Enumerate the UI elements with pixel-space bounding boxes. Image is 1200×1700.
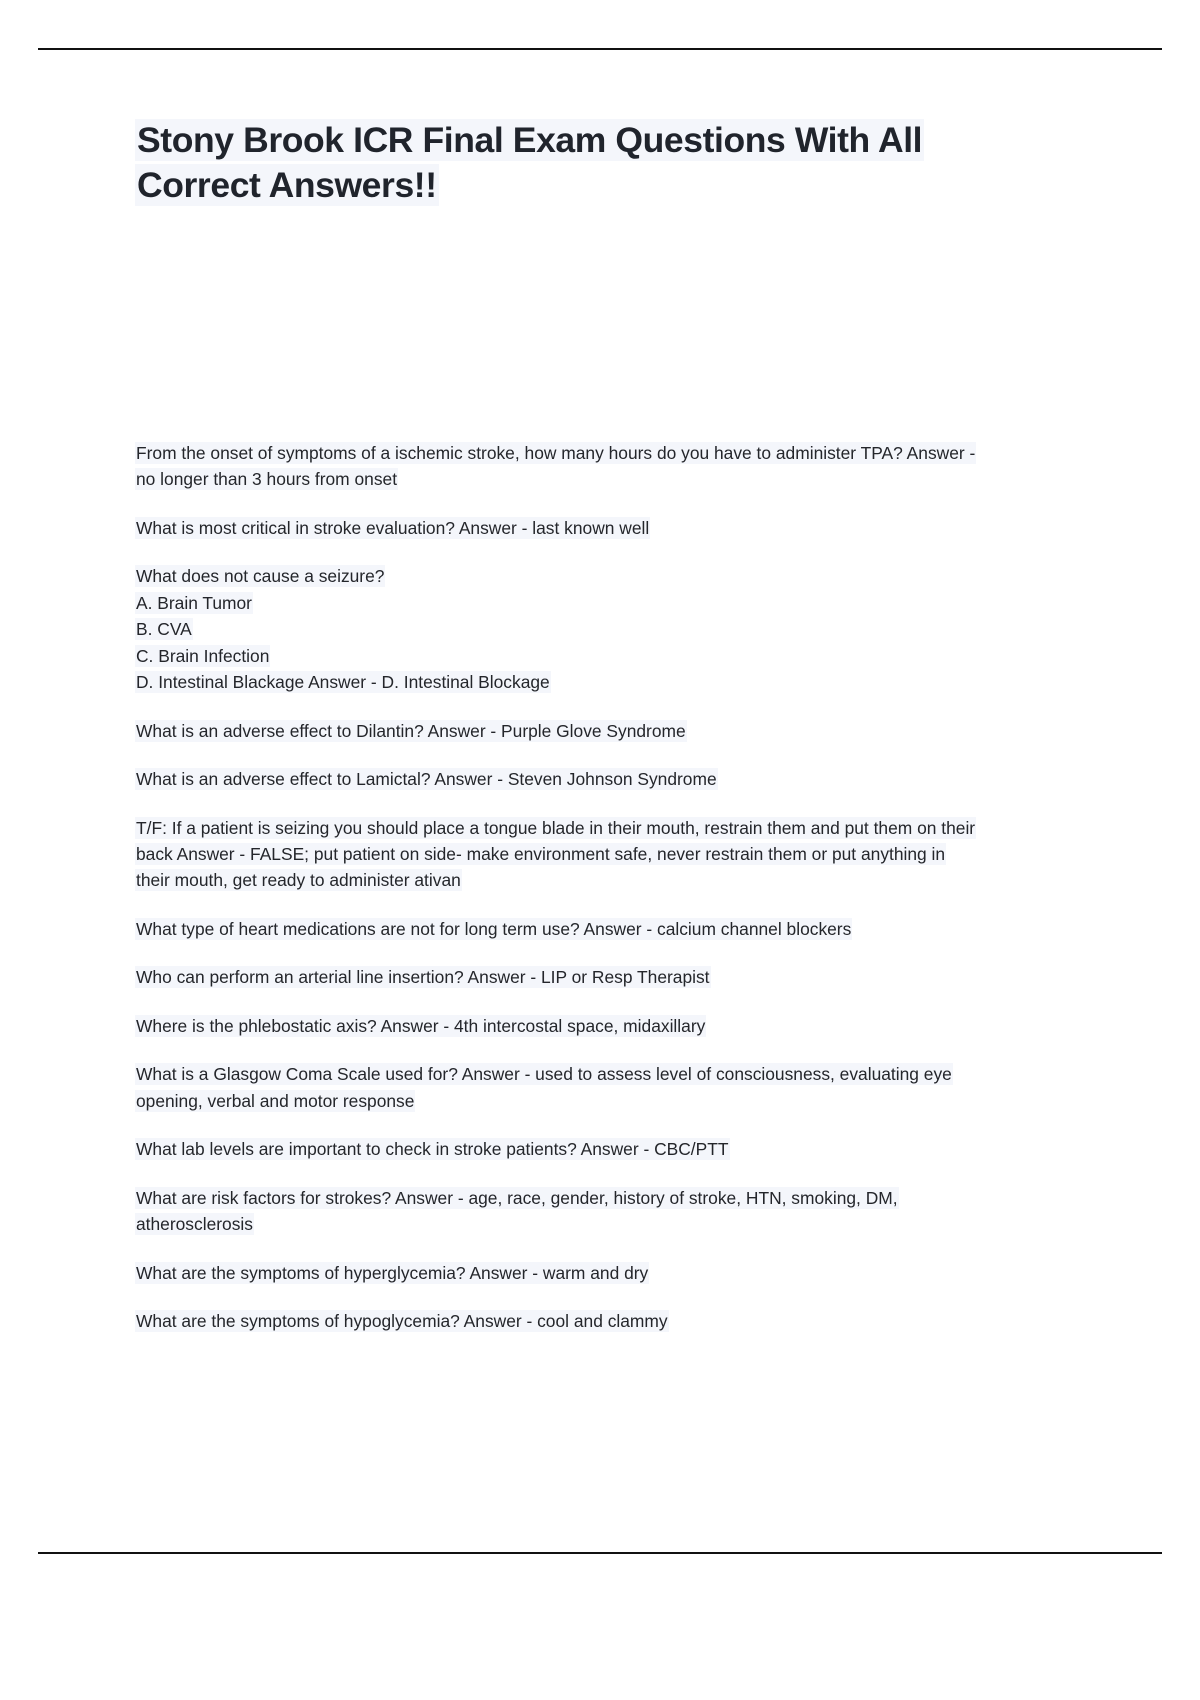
qa-text: Where is the phlebostatic axis? Answer - 4th intercostal space, midaxillary [136,1015,706,1036]
qa-line [135,1061,980,1114]
qa-text: What is an adverse effect to Dilantin? Answer - Purple Glove Syndrome [136,720,686,741]
qa-stroke-risk-factors [135,1185,980,1238]
qa-text: What type of heart medications are not for long term use? Answer - calcium channel blockers [136,918,852,939]
bottom-divider [38,1552,1162,1554]
qa-text: What are risk factors for strokes? Answer - age, race, gender, history of stroke, HTN, smoking, DM, atherosclerosis [136,1187,898,1235]
qa-text: What lab levels are important to check in stroke patients? Answer - CBC/PTT [136,1139,729,1160]
qa-text: What are the symptoms of hyperglycemia? Answer - warm and dry [136,1262,649,1283]
qa-text: What is most critical in stroke evaluation? Answer - last known well [136,517,650,538]
qa-line [135,643,980,669]
qa-stroke-labs [135,1136,980,1162]
qa-line [135,964,980,990]
qa-line [135,440,980,493]
qa-phlebostatic-axis [135,1013,980,1039]
page-title: Stony Brook ICR Final Exam Questions With All Correct Answers!! [137,120,923,206]
qa-line [135,766,980,792]
qa-lamictal [135,766,980,792]
qa-arterial-line [135,964,980,990]
qa-tpa-window [135,440,980,493]
qa-line [135,815,980,894]
qa-line [135,563,980,589]
qa-line [135,590,980,616]
qa-stroke-evaluation [135,515,980,541]
qa-hypoglycemia [135,1308,980,1334]
qa-text: From the onset of symptoms of a ischemic stroke, how many hours do you have to administer TPA? Answer - no longer than 3 hours from onset [136,443,976,490]
qa-line [135,616,980,642]
qa-dilantin [135,718,980,744]
qa-text: T/F: If a patient is seizing you should place a tongue blade in their mouth, restrain them and put them on their back Answer - FALSE; put patient on side- make environment safe, never restrain them or put anything in their mouth, get ready to administer ativan [136,817,976,891]
page-title-wrap [135,118,980,209]
qa-text: What does not cause a seizure? [136,566,385,587]
qa-text: C. Brain Infection [136,645,270,666]
question-answer-list [135,440,980,1334]
qa-line [135,1308,980,1334]
qa-glasgow-coma-scale [135,1061,980,1114]
qa-line [135,1136,980,1162]
qa-text: B. CVA [136,619,192,640]
qa-hyperglycemia [135,1260,980,1286]
qa-line [135,515,980,541]
qa-line [135,1260,980,1286]
qa-text: Who can perform an arterial line insertion? Answer - LIP or Resp Therapist [136,967,710,988]
qa-line [135,1185,980,1238]
qa-seizing-tf [135,815,980,894]
document-header [135,118,980,209]
qa-heart-meds [135,916,980,942]
qa-line [135,669,980,695]
qa-line [135,1013,980,1039]
qa-text: A. Brain Tumor [136,592,252,613]
qa-text: D. Intestinal Blackage Answer - D. Intestinal Blockage [136,672,550,693]
qa-text: What are the symptoms of hypoglycemia? Answer - cool and clammy [136,1310,668,1331]
qa-text: What is a Glasgow Coma Scale used for? Answer - used to assess level of consciousness, evaluating eye opening, verbal and motor response [136,1064,952,1111]
top-divider [38,48,1162,50]
qa-text: What is an adverse effect to Lamictal? Answer - Steven Johnson Syndrome [136,769,717,790]
qa-seizure-cause [135,563,980,695]
qa-line [135,916,980,942]
qa-line [135,718,980,744]
